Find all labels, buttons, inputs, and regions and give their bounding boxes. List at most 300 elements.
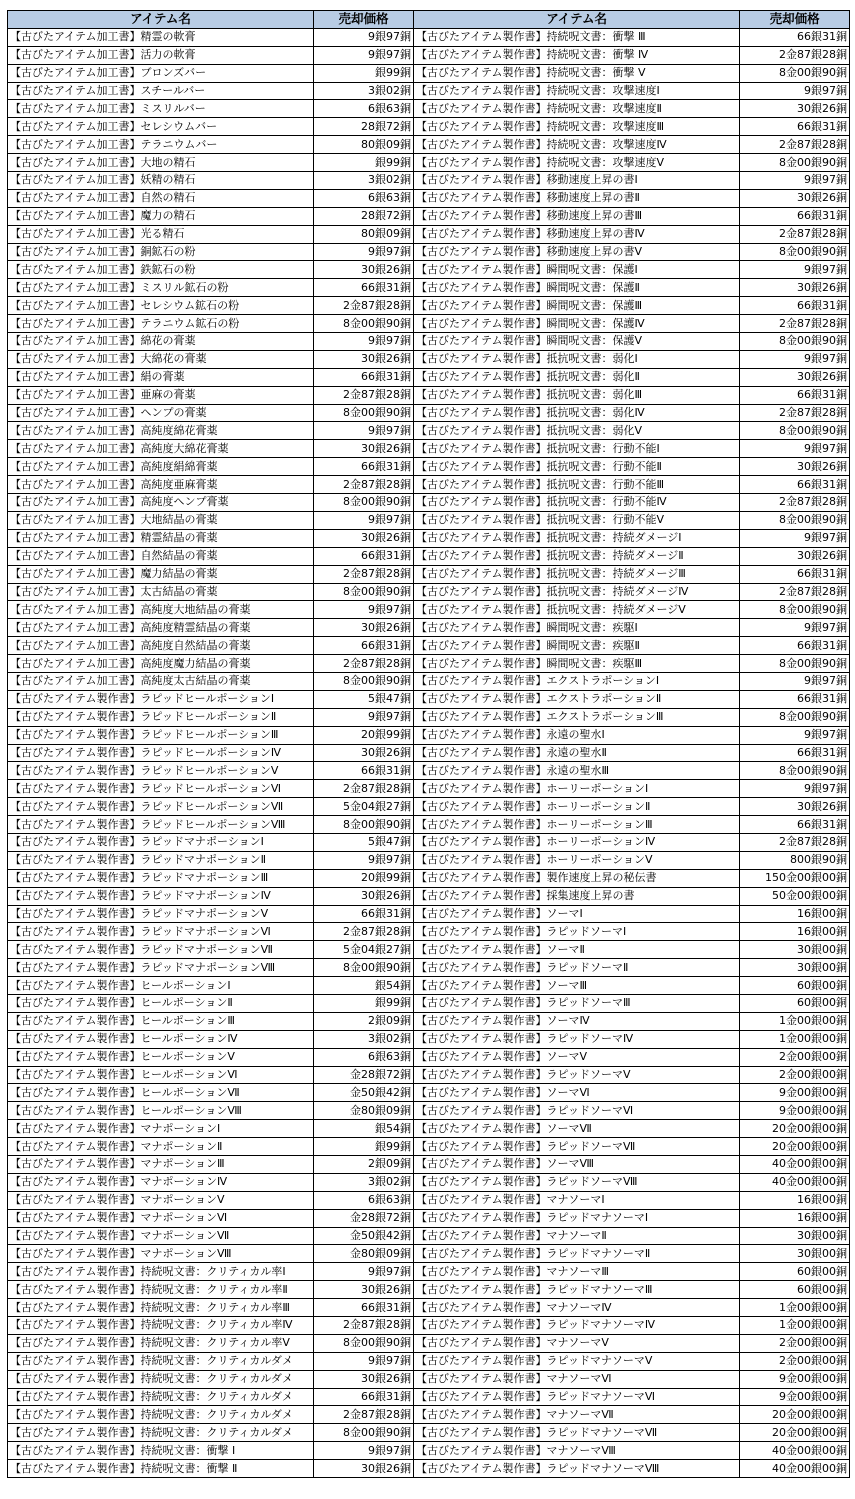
table-row (8, 833, 414, 851)
sale-price-cell: 66銀31銅 (740, 297, 850, 315)
item-name-cell: 【古びたアイテム製作書】エクストラポーションⅡ (414, 690, 740, 708)
sale-price-cell: 800銀90銅 (740, 851, 850, 869)
table-row (414, 404, 850, 422)
sale-price-cell: 2銀09銅 (314, 1012, 414, 1030)
table-row (8, 1388, 414, 1406)
table-row (414, 1120, 850, 1138)
item-name-cell: 【古びたアイテム製作書】マナポーションⅦ (8, 1227, 314, 1245)
sale-price-cell: 66銀31銅 (314, 547, 414, 565)
table-row (8, 708, 414, 726)
item-name-cell: 【古びたアイテム製作書】瞬間呪文書：保護Ⅳ (414, 315, 740, 333)
table-row (8, 1048, 414, 1066)
sale-price-cell: 60銀00銅 (740, 1281, 850, 1299)
item-name-cell: 【古びたアイテム製作書】瞬間呪文書：保護Ⅱ (414, 279, 740, 297)
table-row (8, 1281, 414, 1299)
table-row (414, 905, 850, 923)
item-name-cell: 【古びたアイテム製作書】ホーリーポーションⅤ (414, 851, 740, 869)
sale-price-cell: 80銀09銅 (314, 136, 414, 154)
sale-price-cell: 9金00銀00銅 (740, 1370, 850, 1388)
sale-price-cell: 8金00銀90銅 (314, 404, 414, 422)
sale-price-cell: 60銀00銅 (740, 994, 850, 1012)
sale-price-cell: 30銀26銅 (740, 368, 850, 386)
sale-price-cell: 9銀97銅 (740, 172, 850, 190)
table-row (8, 977, 414, 995)
item-name-cell: 【古びたアイテム製作書】持続呪文書：クリティカル率Ⅲ (8, 1299, 314, 1317)
item-name-cell: 【古びたアイテム製作書】ラピッドヒールポーションⅡ (8, 708, 314, 726)
sale-price-cell: 66銀31銅 (740, 744, 850, 762)
item-name-cell: 【古びたアイテム製作書】抵抗呪文書：弱化Ⅰ (414, 350, 740, 368)
sale-price-cell: 5金04銀27銅 (314, 941, 414, 959)
item-name-cell: 【古びたアイテム製作書】持続呪文書：クリティカルダメ (8, 1388, 314, 1406)
table-row (414, 690, 850, 708)
item-name-cell: 【古びたアイテム製作書】マナポーションⅠ (8, 1120, 314, 1138)
table-row (8, 350, 414, 368)
sale-price-cell: 30銀00銅 (740, 1227, 850, 1245)
item-name-cell: 【古びたアイテム加工書】絹の膏薬 (8, 368, 314, 386)
item-name-cell: 【古びたアイテム製作書】ラピッドマナポーションⅢ (8, 869, 314, 887)
sale-price-cell: 66銀31銅 (314, 762, 414, 780)
table-row (414, 887, 850, 905)
table-row (8, 583, 414, 601)
sale-price-cell: 8金00銀90銅 (740, 154, 850, 172)
item-name-cell: 【古びたアイテム製作書】ラピッドソーマⅥ (414, 1102, 740, 1120)
item-name-cell: 【古びたアイテム製作書】エクストラポーションⅠ (414, 672, 740, 690)
sale-price-cell: 40金00銀00銅 (740, 1460, 850, 1478)
item-name-cell: 【古びたアイテム加工書】妖精の精石 (8, 172, 314, 190)
table-row (414, 261, 850, 279)
sale-price-cell: 40金00銀00銅 (740, 1156, 850, 1174)
table-row (8, 1138, 414, 1156)
table-row (414, 726, 850, 744)
sale-price-cell: 2金87銀28銅 (740, 583, 850, 601)
sale-price-cell: 66銀31銅 (740, 207, 850, 225)
item-name-cell: 【古びたアイテム製作書】マナソーマⅥ (414, 1370, 740, 1388)
sale-price-cell: 1金00銀00銅 (740, 1030, 850, 1048)
item-name-cell: 【古びたアイテム製作書】持続呪文書：クリティカル率Ⅴ (8, 1334, 314, 1352)
item-name-cell: 【古びたアイテム製作書】ソーマⅤ (414, 1048, 740, 1066)
sale-price-cell: 2金00銀00銅 (740, 1048, 850, 1066)
item-name-cell: 【古びたアイテム製作書】抵抗呪文書：行動不能Ⅰ (414, 440, 740, 458)
sale-price-cell: 金28銀72銅 (314, 1066, 414, 1084)
item-name-cell: 【古びたアイテム加工書】高純度綿花膏薬 (8, 422, 314, 440)
table-row (414, 1442, 850, 1460)
table-row (8, 458, 414, 476)
table-row (8, 261, 414, 279)
sale-price-cell: 20金00銀00銅 (740, 1406, 850, 1424)
sale-price-cell: 9金00銀00銅 (740, 1388, 850, 1406)
sale-price-cell: 2金00銀00銅 (740, 1334, 850, 1352)
sale-price-cell: 9銀97銅 (314, 1352, 414, 1370)
sale-price-cell: 66銀31銅 (314, 458, 414, 476)
item-name-cell: 【古びたアイテム製作書】ラピッドマナソーマⅤ (414, 1352, 740, 1370)
table-row (414, 547, 850, 565)
sale-price-cell: 9銀97銅 (314, 243, 414, 261)
table-row (8, 476, 414, 494)
table-row (414, 798, 850, 816)
sale-price-cell: 9銀97銅 (740, 440, 850, 458)
sale-price-cell: 9銀97銅 (314, 511, 414, 529)
item-name-cell: 【古びたアイテム製作書】持続呪文書：衝撃 Ⅰ (8, 1442, 314, 1460)
item-name-cell: 【古びたアイテム加工書】精霊結晶の膏薬 (8, 529, 314, 547)
item-name-cell: 【古びたアイテム加工書】綿花の膏薬 (8, 333, 314, 351)
table-row (8, 118, 414, 136)
table-row (414, 708, 850, 726)
item-name-cell: 【古びたアイテム製作書】瞬間呪文書：保護Ⅴ (414, 333, 740, 351)
table-row (414, 458, 850, 476)
item-name-cell: 【古びたアイテム加工書】高純度精霊結晶の膏薬 (8, 619, 314, 637)
item-name-cell: 【古びたアイテム製作書】移動速度上昇の書Ⅴ (414, 243, 740, 261)
item-name-cell: 【古びたアイテム製作書】抵抗呪文書：行動不能Ⅲ (414, 476, 740, 494)
item-name-cell: 【古びたアイテム製作書】瞬間呪文書：保護Ⅰ (414, 261, 740, 279)
table-row (8, 100, 414, 118)
sale-price-cell: 30銀00銅 (740, 959, 850, 977)
sale-price-cell: 30銀26銅 (314, 1281, 414, 1299)
table-row (8, 672, 414, 690)
sale-price-cell: 9銀97銅 (740, 82, 850, 100)
table-row (414, 440, 850, 458)
sale-price-cell: 2金87銀28銅 (740, 136, 850, 154)
table-row (414, 1245, 850, 1263)
item-name-cell: 【古びたアイテム製作書】抵抗呪文書：持続ダメージⅤ (414, 601, 740, 619)
table-row (8, 136, 414, 154)
sale-price-cell: 金50銀42銅 (314, 1227, 414, 1245)
sale-price-cell: 銀99銅 (314, 64, 414, 82)
sale-price-cell: 8金00銀90銅 (740, 655, 850, 673)
table-row (8, 637, 414, 655)
table-row (8, 1156, 414, 1174)
table-row (8, 440, 414, 458)
sale-price-cell: 30銀26銅 (740, 798, 850, 816)
item-name-cell: 【古びたアイテム製作書】ソーマⅠ (414, 905, 740, 923)
header-row (8, 11, 414, 29)
sale-price-cell: 6銀63銅 (314, 1048, 414, 1066)
price-table-left (7, 10, 414, 1478)
sale-price-cell: 2金87銀28銅 (314, 565, 414, 583)
item-name-cell: 【古びたアイテム製作書】ラピッドマナソーマⅦ (414, 1424, 740, 1442)
table-row (8, 64, 414, 82)
table-row (8, 494, 414, 512)
item-name-cell: 【古びたアイテム製作書】ヒールポーションⅧ (8, 1102, 314, 1120)
table-row (414, 207, 850, 225)
table-row (414, 172, 850, 190)
sale-price-cell: 8金00銀90銅 (314, 315, 414, 333)
item-name-cell: 【古びたアイテム加工書】鉄鉱石の粉 (8, 261, 314, 279)
sale-price-cell: 銀99銅 (314, 1138, 414, 1156)
item-name-cell: 【古びたアイテム製作書】マナポーションⅡ (8, 1138, 314, 1156)
item-name-cell: 【古びたアイテム製作書】抵抗呪文書：持続ダメージⅢ (414, 565, 740, 583)
table-row (8, 1245, 414, 1263)
item-name-cell: 【古びたアイテム加工書】高純度亜麻膏薬 (8, 476, 314, 494)
table-row (414, 118, 850, 136)
sale-price-cell: 2金87銀28銅 (314, 1317, 414, 1335)
table-row (8, 798, 414, 816)
table-row (414, 154, 850, 172)
sale-price-cell: 30銀26銅 (314, 1460, 414, 1478)
sale-price-cell: 66銀31銅 (314, 1388, 414, 1406)
sale-price-cell: 40金00銀00銅 (740, 1173, 850, 1191)
table-row (414, 1012, 850, 1030)
sale-price-cell: 9銀97銅 (740, 350, 850, 368)
table-row (8, 368, 414, 386)
table-row (414, 279, 850, 297)
sale-price-cell: 1金00銀00銅 (740, 1299, 850, 1317)
item-name-cell: 【古びたアイテム加工書】セレシウムバー (8, 118, 314, 136)
item-name-cell: 【古びたアイテム製作書】ラピッドソーマⅡ (414, 959, 740, 977)
item-name-cell: 【古びたアイテム加工書】活力の軟膏 (8, 46, 314, 64)
item-name-cell: 【古びたアイテム加工書】自然結晶の膏薬 (8, 547, 314, 565)
sale-price-cell: 金80銀09銅 (314, 1245, 414, 1263)
table-row (8, 994, 414, 1012)
table-row (8, 816, 414, 834)
sale-price-cell: 2金00銀00銅 (740, 1066, 850, 1084)
item-name-cell: 【古びたアイテム製作書】ラピッドソーマⅦ (414, 1138, 740, 1156)
table-row (8, 422, 414, 440)
sale-price-cell: 2金87銀28銅 (740, 225, 850, 243)
table-row (414, 583, 850, 601)
item-name-cell: 【古びたアイテム製作書】ラピッドソーマⅠ (414, 923, 740, 941)
table-row (8, 172, 414, 190)
item-name-cell: 【古びたアイテム加工書】銅鉱石の粉 (8, 243, 314, 261)
table-row (8, 1442, 414, 1460)
item-name-cell: 【古びたアイテム製作書】マナソーマⅢ (414, 1263, 740, 1281)
table-row (414, 959, 850, 977)
item-name-cell: 【古びたアイテム製作書】エクストラポーションⅢ (414, 708, 740, 726)
table-row (8, 1102, 414, 1120)
item-name-cell: 【古びたアイテム製作書】瞬間呪文書：疾駆Ⅰ (414, 619, 740, 637)
item-name-cell: 【古びたアイテム製作書】持続呪文書：攻撃速度Ⅳ (414, 136, 740, 154)
table-row (414, 100, 850, 118)
table-row (8, 315, 414, 333)
sale-price-cell: 66銀31銅 (740, 28, 850, 46)
sale-price-cell: 9金00銀00銅 (740, 1102, 850, 1120)
table-row (8, 565, 414, 583)
item-name-cell: 【古びたアイテム製作書】マナポーションⅢ (8, 1156, 314, 1174)
table-row (414, 189, 850, 207)
item-name-cell: 【古びたアイテム製作書】ラピッドマナポーションⅣ (8, 887, 314, 905)
item-name-cell: 【古びたアイテム製作書】製作速度上昇の秘伝書 (414, 869, 740, 887)
sale-price-cell: 28銀72銅 (314, 118, 414, 136)
table-row (414, 744, 850, 762)
table-row (414, 1406, 850, 1424)
sale-price-cell: 30銀26銅 (740, 100, 850, 118)
sale-price-cell: 1金00銀00銅 (740, 1012, 850, 1030)
item-name-cell: 【古びたアイテム加工書】高純度大地結晶の膏薬 (8, 601, 314, 619)
table-row (414, 494, 850, 512)
table-row (414, 941, 850, 959)
sale-price-cell: 銀99銅 (314, 994, 414, 1012)
item-name-cell: 【古びたアイテム加工書】ミスリル鉱石の粉 (8, 279, 314, 297)
item-name-cell: 【古びたアイテム製作書】移動速度上昇の書Ⅲ (414, 207, 740, 225)
table-row (8, 690, 414, 708)
table-row (414, 977, 850, 995)
item-name-cell: 【古びたアイテム製作書】マナポーションⅥ (8, 1209, 314, 1227)
item-name-cell: 【古びたアイテム製作書】ラピッドソーマⅢ (414, 994, 740, 1012)
table-row (8, 1334, 414, 1352)
table-row (8, 869, 414, 887)
sale-price-cell: 9銀97銅 (314, 1263, 414, 1281)
table-row (8, 207, 414, 225)
table-row (414, 82, 850, 100)
item-name-cell: 【古びたアイテム製作書】移動速度上昇の書Ⅱ (414, 189, 740, 207)
sale-price-cell: 2金87銀28銅 (314, 476, 414, 494)
table-row (8, 547, 414, 565)
sale-price-cell: 9銀97銅 (740, 726, 850, 744)
item-name-cell: 【古びたアイテム製作書】ラピッドマナポーションⅧ (8, 959, 314, 977)
item-name-cell: 【古びたアイテム加工書】魔力結晶の膏薬 (8, 565, 314, 583)
table-row (8, 851, 414, 869)
sale-price-cell: 9銀97銅 (314, 28, 414, 46)
item-name-cell: 【古びたアイテム製作書】持続呪文書：クリティカル率Ⅱ (8, 1281, 314, 1299)
sale-price-cell: 30銀26銅 (314, 1370, 414, 1388)
table-row (414, 1102, 850, 1120)
item-name-cell: 【古びたアイテム製作書】ヒールポーションⅢ (8, 1012, 314, 1030)
sale-price-cell: 9銀97銅 (314, 1442, 414, 1460)
table-row (414, 1227, 850, 1245)
sale-price-cell: 30銀26銅 (314, 440, 414, 458)
item-name-cell: 【古びたアイテム製作書】抵抗呪文書：弱化Ⅲ (414, 386, 740, 404)
table-row (414, 1424, 850, 1442)
item-name-cell: 【古びたアイテム製作書】ラピッドヒールポーションⅠ (8, 690, 314, 708)
table-row (8, 959, 414, 977)
table-row (8, 333, 414, 351)
table-row (414, 225, 850, 243)
table-row (414, 1173, 850, 1191)
table-row (414, 1299, 850, 1317)
item-name-cell: 【古びたアイテム製作書】抵抗呪文書：行動不能Ⅱ (414, 458, 740, 476)
table-row (8, 225, 414, 243)
table-row (8, 1299, 414, 1317)
table-row (414, 297, 850, 315)
table-row (414, 350, 850, 368)
sale-price-cell: 9銀97銅 (314, 851, 414, 869)
sale-price-cell: 66銀31銅 (740, 386, 850, 404)
table-row (414, 511, 850, 529)
item-name-cell: 【古びたアイテム製作書】ラピッドヒールポーションⅦ (8, 798, 314, 816)
sale-price-cell: 2金87銀28銅 (740, 315, 850, 333)
table-row (414, 1030, 850, 1048)
item-name-cell: 【古びたアイテム製作書】ソーマⅢ (414, 977, 740, 995)
sale-price-cell: 2銀09銅 (314, 1156, 414, 1174)
table-row (414, 1281, 850, 1299)
table-row (8, 726, 414, 744)
table-row (414, 923, 850, 941)
sale-price-cell: 2金00銀00銅 (740, 1352, 850, 1370)
sale-price-cell: 1金00銀00銅 (740, 1317, 850, 1335)
table-row (414, 1191, 850, 1209)
sale-price-cell: 2金87銀28銅 (740, 46, 850, 64)
table-row (8, 1406, 414, 1424)
table-row (414, 1138, 850, 1156)
item-name-cell: 【古びたアイテム製作書】持続呪文書：攻撃速度Ⅴ (414, 154, 740, 172)
sale-price-cell: 8金00銀90銅 (314, 959, 414, 977)
sale-price-cell: 20金00銀00銅 (740, 1120, 850, 1138)
table-row (8, 1424, 414, 1442)
table-row (414, 780, 850, 798)
sale-price-cell: 2金87銀28銅 (740, 833, 850, 851)
item-name-cell: 【古びたアイテム製作書】ラピッドマナポーションⅠ (8, 833, 314, 851)
sale-price-cell: 2金87銀28銅 (314, 386, 414, 404)
item-name-cell: 【古びたアイテム製作書】ソーマⅣ (414, 1012, 740, 1030)
sale-price-cell: 2金87銀28銅 (314, 655, 414, 673)
item-name-cell: 【古びたアイテム製作書】ソーマⅦ (414, 1120, 740, 1138)
sale-price-cell: 16銀00銅 (740, 1191, 850, 1209)
table-row (414, 333, 850, 351)
sale-price-cell: 2金87銀28銅 (740, 404, 850, 422)
item-name-cell: 【古びたアイテム製作書】抵抗呪文書：持続ダメージⅡ (414, 547, 740, 565)
table-row (414, 476, 850, 494)
item-name-cell: 【古びたアイテム加工書】大地結晶の膏薬 (8, 511, 314, 529)
sale-price-cell: 銀54銅 (314, 1120, 414, 1138)
table-row (8, 887, 414, 905)
sale-price-cell: 30銀26銅 (314, 887, 414, 905)
table-row (414, 1066, 850, 1084)
sale-price-cell: 30銀00銅 (740, 941, 850, 959)
table-row (414, 1263, 850, 1281)
sale-price-cell: 60銀00銅 (740, 1263, 850, 1281)
item-name-cell: 【古びたアイテム製作書】瞬間呪文書：保護Ⅲ (414, 297, 740, 315)
sale-price-cell: 8金00銀90銅 (740, 333, 850, 351)
item-name-cell: 【古びたアイテム製作書】抵抗呪文書：弱化Ⅴ (414, 422, 740, 440)
item-name-cell: 【古びたアイテム加工書】魔力の精石 (8, 207, 314, 225)
item-name-cell: 【古びたアイテム加工書】スチールバー (8, 82, 314, 100)
item-name-cell: 【古びたアイテム製作書】マナソーマⅤ (414, 1334, 740, 1352)
table-row (414, 1388, 850, 1406)
table-row (414, 1460, 850, 1478)
table-row (8, 28, 414, 46)
table-row (414, 46, 850, 64)
item-name-cell: 【古びたアイテム製作書】ホーリーポーションⅡ (414, 798, 740, 816)
sale-price-cell: 9銀97銅 (314, 601, 414, 619)
sale-price-cell: 9銀97銅 (314, 708, 414, 726)
item-name-cell: 【古びたアイテム製作書】ラピッドソーマⅧ (414, 1173, 740, 1191)
sale-price-cell: 30銀26銅 (314, 261, 414, 279)
sale-price-cell: 8金00銀90銅 (314, 816, 414, 834)
sale-price-cell: 9銀97銅 (740, 261, 850, 279)
sale-price-cell: 60銀00銅 (740, 977, 850, 995)
item-name-cell: 【古びたアイテム加工書】光る精石 (8, 225, 314, 243)
item-name-cell: 【古びたアイテム製作書】持続呪文書：クリティカルダメ (8, 1406, 314, 1424)
sale-price-cell: 9銀97銅 (740, 529, 850, 547)
item-name-cell: 【古びたアイテム製作書】ラピッドヒールポーションⅧ (8, 816, 314, 834)
sale-price-cell: 5銀47銅 (314, 833, 414, 851)
item-name-cell: 【古びたアイテム製作書】ラピッドソーマⅣ (414, 1030, 740, 1048)
item-name-cell: 【古びたアイテム製作書】持続呪文書：攻撃速度Ⅱ (414, 100, 740, 118)
table-row (8, 1030, 414, 1048)
table-row (414, 28, 850, 46)
sale-price-cell: 80銀09銅 (314, 225, 414, 243)
item-name-cell: 【古びたアイテム製作書】ラピッドマナソーマⅧ (414, 1460, 740, 1478)
item-name-cell: 【古びたアイテム製作書】ホーリーポーションⅢ (414, 816, 740, 834)
item-name-cell: 【古びたアイテム加工書】亜麻の膏薬 (8, 386, 314, 404)
sale-price-cell: 16銀00銅 (740, 905, 850, 923)
sale-price-cell: 30銀00銅 (740, 1245, 850, 1263)
item-name-cell: 【古びたアイテム製作書】抵抗呪文書：行動不能Ⅴ (414, 511, 740, 529)
sale-price-cell: 66銀31銅 (740, 476, 850, 494)
sale-price-cell: 30銀26銅 (740, 458, 850, 476)
table-row (414, 619, 850, 637)
table-row (8, 529, 414, 547)
item-name-cell: 【古びたアイテム製作書】ソーマⅡ (414, 941, 740, 959)
sale-price-cell: 8金00銀90銅 (740, 601, 850, 619)
table-row (8, 905, 414, 923)
item-name-cell: 【古びたアイテム製作書】ソーマⅥ (414, 1084, 740, 1102)
sale-price-cell: 5金04銀27銅 (314, 798, 414, 816)
sale-price-cell: 8金00銀90銅 (740, 511, 850, 529)
table-body (8, 28, 414, 1477)
sale-price-cell: 3銀02銅 (314, 82, 414, 100)
sale-price-cell: 5銀47銅 (314, 690, 414, 708)
item-name-cell: 【古びたアイテム製作書】持続呪文書：クリティカルダメ (8, 1352, 314, 1370)
